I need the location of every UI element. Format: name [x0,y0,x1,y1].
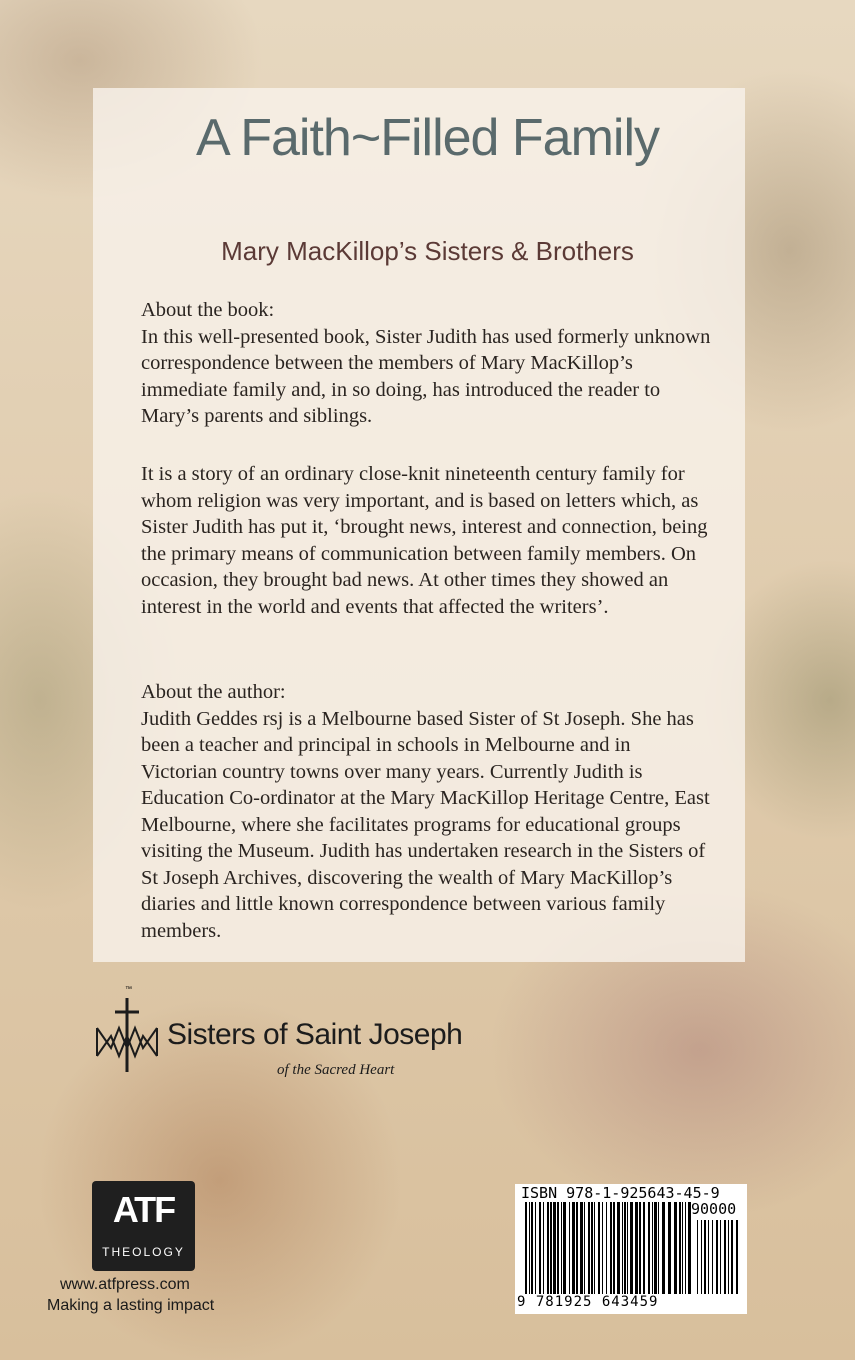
book-subtitle: Mary MacKillop’s Sisters & Brothers [221,236,634,266]
cross-emblem-icon [93,998,165,1078]
story-text: It is a story of an ordinary close-knit nineteenth century family for whom religion was very important, and is based on letters which, as Sister Judith has put it, ‘brought news, interest and connection, being the primary means of communication between family members. On occasion, they brought bad news. At other times they showed an interest in the world and events that affected the writers’. [141,463,708,618]
book-title: A Faith~Filled Family [195,109,660,167]
barcode-addon: 90000 [691,1200,737,1218]
barcode-digits: 9 781925 643459 [517,1294,659,1310]
atf-logo-sub: THEOLOGY [102,1245,185,1259]
atf-theology-logo [92,1181,195,1271]
isbn-label: ISBN 978-1-925643-45-9 [521,1184,720,1202]
atf-logo-mark: ATF [112,1189,175,1230]
about-book-section [141,297,711,430]
barcode-bars-icon [521,1202,743,1294]
story-section [141,461,711,620]
about-author-text: Judith Geddes rsj is a Melbourne based Sister of St Joseph. She has been a teacher and principal in schools in Melbourne and in Victorian country towns over many years. Currently Judith is Education Co-ordinator at the Mary MacKillop Heritage Centre, East Melbourne, where she facilitates programs for educational groups visiting the Museum. Judith has undertaken research in the Sisters of St Joseph Archives, discovering the wealth of Mary MacKillop’s diaries and little known correspondence between various family members. [141,707,710,942]
sisters-logo-name: Sisters of Saint Joseph [167,1018,463,1051]
trademark-symbol: ™ [125,986,132,993]
publisher-url[interactable]: www.atfpress.com [60,1276,190,1293]
about-book-text: In this well-presented book, Sister Judith has used formerly unknown correspondence between the members of Mary MacKillop’s immediate family and, in so doing, has introduced the reader to Mary’s parents and siblings. [141,325,711,427]
about-author-section [141,679,711,944]
sisters-of-saint-joseph-logo [93,986,463,1078]
sisters-logo-subtitle: of the Sacred Heart [277,1062,395,1078]
about-book-heading: About the book: [141,299,275,321]
about-author-heading: About the author: [141,681,286,703]
isbn-barcode [515,1184,747,1314]
publisher-tagline: Making a lasting impact [47,1297,215,1314]
